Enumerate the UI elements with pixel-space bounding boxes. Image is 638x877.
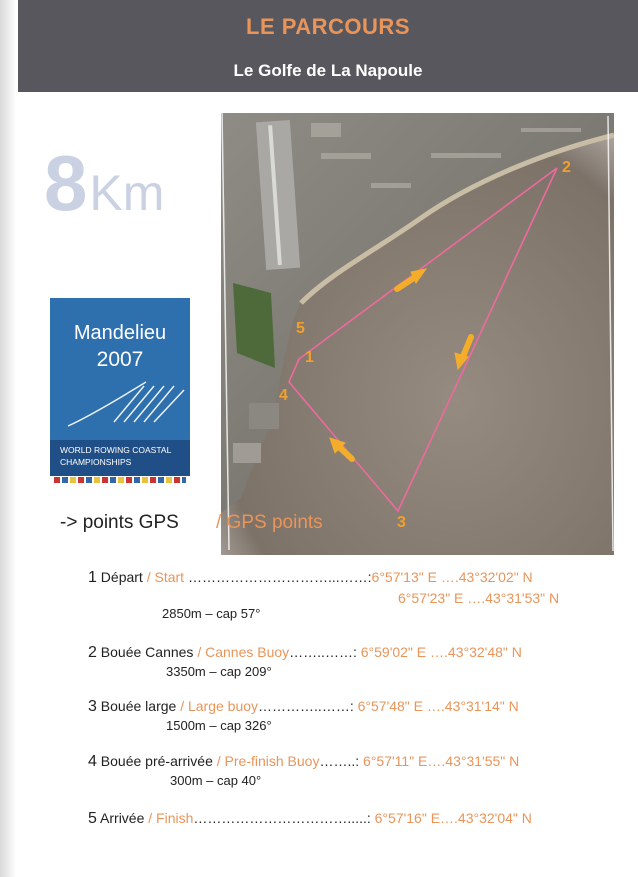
point-name-en: / Finish [148,810,194,826]
point-coord: 6°57'16" E….43°32'04" N [374,810,532,826]
gps-point-5 [88,810,532,828]
satellite-map-image [221,113,614,555]
gps-heading-en: / GPS points [216,512,323,533]
gps-point-1-alt [398,590,559,606]
logo-year: 2007 [96,348,144,371]
point-name-en: / Cannes Buoy [197,644,290,660]
point-leader: …………………………...……: [187,569,372,585]
point-leader: …………………………….....: [193,810,371,826]
page-title: LE PARCOURS [246,14,410,39]
point-coord: 6°59'02" E ….43°32'48" N [360,644,522,660]
logo-caption-2: CHAMPIONSHIPS [60,457,132,467]
point-name-fr: Bouée large [100,698,177,714]
page-subtitle: Le Golfe de La Napoule [233,61,423,80]
gps-point-3 [88,698,519,716]
championship-logo [50,298,190,485]
point-leader: ……..……: [289,644,357,660]
point-coord: 6°57'13" E ….43°32'02" N [371,569,533,585]
map-marker-3: 3 [397,514,406,531]
point-coord: 6°57'48" E ….43°31'14" N [357,698,519,714]
oars-icon [50,298,190,440]
logo-city: Mandelieu [73,322,167,344]
point-number: 3 [88,698,97,715]
point-name-en: / Pre-finish Buoy [216,753,320,769]
gps-point-2 [88,644,522,662]
point-coord: 6°57'11" E….43°31'55" N [363,753,520,769]
point-coord-alt: 6°57'23" E ….43°31'53" N [398,590,560,606]
gps-point-1 [88,569,533,587]
point-number: 1 [88,569,97,586]
point-name-fr: Départ [100,569,143,585]
gps-point-4 [88,753,519,771]
point-name-fr: Bouée Cannes [100,644,194,660]
gps-heading-fr: -> points GPS [60,512,179,533]
map-marker-4: 4 [279,387,288,404]
course-distance [44,138,164,229]
point-leader: …………..……: [258,698,354,714]
point-name-fr: Arrivée [100,810,145,826]
distance-unit: Km [89,165,165,221]
scan-edge [0,0,16,877]
map-marker-1: 1 [305,349,314,366]
point-number: 2 [88,644,97,661]
point-leader: ……..: [319,753,360,769]
course-map [221,113,614,555]
flag-strip [54,477,186,483]
map-marker-5: 5 [296,320,305,337]
distance-value: 8 [44,139,88,227]
point-name-en: / Start [146,569,185,585]
point-1-detail: 2850m – cap 57° [162,606,261,621]
point-4-detail: 300m – cap 40° [170,773,262,788]
point-name-en: / Large buoy [180,698,259,714]
point-3-detail: 1500m – cap 326° [166,718,272,733]
point-number: 5 [88,810,97,827]
point-2-detail: 3350m – cap 209° [166,664,272,679]
header-bar [18,0,638,92]
map-marker-2: 2 [562,159,571,176]
point-number: 4 [88,753,97,770]
logo-caption-1: WORLD ROWING COASTAL [60,445,172,455]
point-name-fr: Bouée pré-arrivée [100,753,213,769]
